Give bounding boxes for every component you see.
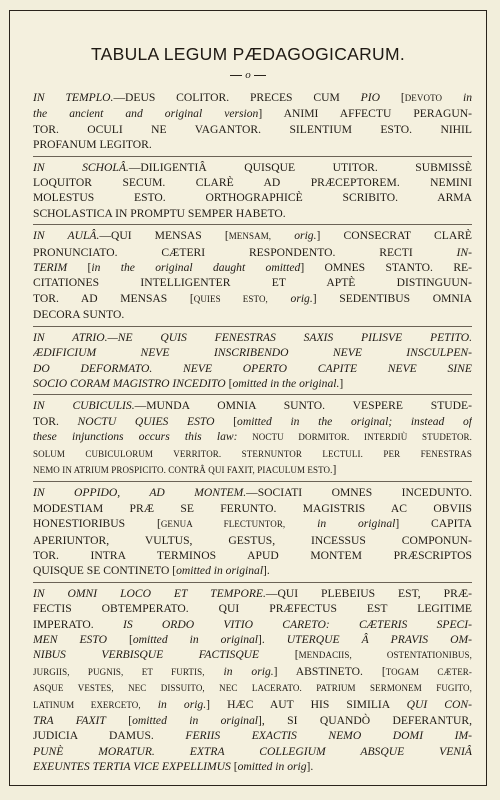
italic-text: orig. <box>267 291 313 305</box>
italic-text: IN AULÂ. <box>33 229 100 243</box>
ornament-mark: o <box>245 69 251 81</box>
text-line <box>33 617 472 632</box>
italic-text: in orig. <box>140 697 207 711</box>
rule-section <box>33 87 472 157</box>
italic-text: IN OMNI LOCO ET TEMPORE. <box>33 586 266 600</box>
text-line <box>33 485 472 500</box>
text-run: ], SI QUANDÒ DEFERANTUR, <box>258 714 472 728</box>
ornament-rule-right <box>254 75 266 76</box>
italic-text: UTERQUE Â PRAVIS OM- <box>286 633 472 646</box>
text-run: [ <box>230 760 238 774</box>
italic-text: TRA FAXIT <box>33 714 106 728</box>
italic-text: QUI CON- <box>406 697 472 711</box>
text-line <box>33 680 472 696</box>
italic-text: MEN ESTO <box>33 633 107 646</box>
italic-text: these injunctions occurs this law: <box>33 430 238 444</box>
italic-text: ÆDIFICIUM NEVE INSCRIBENDO NEVE INSCULPEN- <box>33 346 472 360</box>
text-run: CITATIONES INTELLIGENTER ET APTÈ DISTINGUUN- <box>33 276 472 290</box>
rule-section <box>33 327 472 396</box>
italic-text: omitted in the original. <box>232 376 340 390</box>
text-line <box>33 533 472 548</box>
italic-text: PUNÈ MORATUR. EXTRA COLLEGIUM ABSQUE VENIÂ <box>33 744 472 758</box>
text-line <box>33 713 472 728</box>
text-run: —DILIGENTIÂ QUISQUE UTITOR. SUBMISSÈ <box>128 160 472 174</box>
italic-text: PIO <box>360 91 380 104</box>
text-run: —MUNDA OMNIA SUNTO. VESPERE STUDE- <box>134 399 472 413</box>
italic-text: omitted in orig <box>237 760 307 774</box>
text-run: TOR. INTRA TERMINOS APUD MONTEM PRÆSCRIPTOS <box>33 548 472 562</box>
text-line <box>33 462 472 478</box>
text-run: FECTIS OBTEMPERATO. QUI PRÆFECTUS EST LEGITIME <box>33 602 472 616</box>
text-line <box>33 759 472 774</box>
text-run: ] <box>332 462 337 476</box>
page-title: TABULA LEGUM PÆDAGOGICARUM. <box>90 44 406 64</box>
ornament-rule-left <box>230 75 242 76</box>
text-line <box>33 291 472 307</box>
text-line <box>33 307 472 322</box>
italic-text: IN ATRIO.—NE QUIS FENESTRAS SAXIS PILISVE PETITO. <box>33 330 472 344</box>
italic-text: in the original daught omitted <box>91 261 301 275</box>
text-line <box>33 275 472 290</box>
italic-text: NIBUS VERBISQUE FACTISQUE <box>33 648 260 662</box>
small-caps-text: MENSAM, <box>228 231 272 242</box>
text-line <box>33 446 472 462</box>
text-line <box>33 664 472 680</box>
rule-section <box>33 225 472 326</box>
italic-text: in original <box>285 517 396 531</box>
italic-text: orig. <box>271 229 317 243</box>
rule-section <box>33 583 472 778</box>
small-caps-text: ASQUE VESTES, NEC DISSUITO, NEC LACERATO. PATRIUM SERMONEM FUGITO, <box>33 683 472 694</box>
small-caps-text: MENDACIIS, OSTENTATIONIBUS, <box>298 650 472 661</box>
italic-text: IN CUBICULIS. <box>33 399 135 413</box>
small-caps-text: SOLUM CUBICULORUM VERRITOR. STERNUNTOR LECTULI. PER FENESTRAS <box>33 448 472 459</box>
text-run: ] CONSECRAT CLARÈ <box>316 229 472 243</box>
text-line <box>33 361 472 376</box>
rule-section <box>33 395 472 482</box>
text-run: [ <box>106 633 133 646</box>
text-run: ] ANIMI AFFECTU PERAGUN- <box>258 107 472 121</box>
text-line <box>33 260 472 275</box>
text-line <box>33 137 472 152</box>
text-line <box>33 122 472 137</box>
text-run: —QUI PLEBEIUS EST, PRÆ- <box>265 586 472 600</box>
text-run: TOR. OCULI NE VAGANTOR. SILENTIUM ESTO. NIHIL <box>33 122 472 136</box>
text-line <box>33 501 472 516</box>
italic-text: NOCTU QUIES ESTO <box>77 414 215 428</box>
text-run: PROFANUM LEGITOR. <box>33 138 152 152</box>
text-run: IMPERATO. <box>33 617 123 631</box>
text-line <box>33 345 472 360</box>
text-line <box>33 228 472 244</box>
text-line <box>33 376 472 391</box>
italic-text: SOCIO CORAM MAGISTRO INCEDITO <box>33 376 226 390</box>
text-run: LOQUITOR SECUM. CLARÈ AD PRÆCEPTOREM. NEMINI <box>33 176 472 190</box>
text-line <box>33 728 472 743</box>
text-run: [ <box>105 714 133 728</box>
text-line <box>33 245 472 260</box>
text-line <box>33 744 472 759</box>
italic-text: EXEUNTES TERTIA VICE EXPELLIMUS <box>33 760 231 774</box>
text-run: TOR. <box>33 414 78 428</box>
text-run: [ <box>225 376 233 390</box>
italic-text: IS ORDO VITIO CARETO: CÆTERIS SPECI- <box>122 617 472 631</box>
text-run: HONESTIORIBUS [ <box>33 517 161 531</box>
text-run: ] SEDENTIBUS OMNIA <box>312 291 472 305</box>
italic-text: IN- <box>456 245 472 259</box>
text-line <box>33 601 472 616</box>
text-run: ] <box>339 376 344 390</box>
italic-text: in orig. <box>204 664 274 678</box>
text-run: ]. <box>306 760 314 774</box>
small-caps-text: NEMO IN ATRIUM PROSPICITO. CONTRÂ QUI FAXIT, PIACULUM ESTO. <box>33 464 333 475</box>
italic-text: FERIIS EXACTIS NEMO DOMI IM- <box>185 729 472 743</box>
text-line <box>33 175 472 190</box>
text-run: ] ABSTINETO. [ <box>273 664 386 678</box>
title-ornament <box>10 68 486 82</box>
text-run: ]. <box>258 633 287 646</box>
text-line <box>33 414 472 429</box>
text-run: TOR. AD MENSAS [ <box>33 291 194 305</box>
text-run: —QUI MENSAS [ <box>99 229 229 243</box>
text-run: [ <box>259 648 299 662</box>
italic-text: TERIM <box>33 261 68 275</box>
small-caps-text: JURGIIS, PUGNIS, ET FURTIS, <box>33 666 205 677</box>
text-line <box>33 160 472 175</box>
text-line <box>33 90 472 106</box>
text-run: MODESTIAM PRÆ SE FERUNTO. MAGISTRIS AC OBVIIS <box>33 501 472 515</box>
text-run: MOLESTUS ESTO. ORTHOGRAPHICÈ SCRIBITO. ARMA <box>33 191 472 205</box>
text-run: [ <box>67 261 92 275</box>
text-run: [ <box>379 91 405 104</box>
italic-text: IN OPPIDO, AD MONTEM. <box>33 486 247 500</box>
rule-section <box>33 482 472 582</box>
rules-list <box>10 87 486 778</box>
italic-text: in <box>442 91 472 104</box>
text-line <box>33 330 472 345</box>
text-line <box>33 647 472 663</box>
text-run: DECORA SUNTO. <box>33 308 125 322</box>
text-line <box>33 398 472 413</box>
text-run: PRONUNCIATO. CÆTERI RESPONDENTO. RECTI <box>33 245 457 259</box>
text-run: [ <box>214 414 238 428</box>
page-frame <box>9 10 487 786</box>
italic-text: IN TEMPLO. <box>33 91 114 104</box>
text-line <box>33 563 472 578</box>
text-run: ] HÆC AUT HIS SIMILIA <box>206 697 407 711</box>
text-run: ]. <box>263 564 270 578</box>
italic-text: IN SCHOLÂ. <box>33 160 129 174</box>
italic-text: omitted in original <box>132 714 259 728</box>
text-line <box>33 429 472 445</box>
small-caps-text: QUIES ESTO, <box>193 293 268 304</box>
italic-text: omitted in original <box>132 633 259 646</box>
text-run: APERIUNTOR, VULTUS, GESTUS, INCESSUS COMPONUN- <box>33 533 472 547</box>
text-line <box>33 190 472 205</box>
text-run: JUDICIA DAMUS. <box>33 729 186 743</box>
text-line <box>33 516 472 532</box>
text-run: ] OMNES STANTO. RE- <box>300 261 472 275</box>
small-caps-text: GENUA FLECTUNTOR, <box>160 519 286 530</box>
text-line <box>33 632 472 647</box>
text-line <box>33 548 472 563</box>
text-line <box>33 586 472 601</box>
text-run: ] CAPITA <box>395 517 472 531</box>
text-line <box>33 206 472 221</box>
text-run: SCHOLASTICA IN PROMPTU SEMPER HABETO. <box>33 206 286 220</box>
rule-section <box>33 157 472 226</box>
italic-text: the ancient and original version <box>33 107 259 121</box>
small-caps-text: NOCTU DORMITOR. INTERDIÙ STUDETOR. <box>237 432 472 443</box>
italic-text: DO DEFORMATO. NEVE OPERTO CAPITE NEVE SINE <box>33 361 472 375</box>
text-line <box>33 106 472 121</box>
small-caps-text: LATINUM EXERCETO, <box>33 699 141 710</box>
small-caps-text: TOGAM CÆTER- <box>385 666 472 677</box>
text-run: —SOCIATI OMNES INCEDUNTO. <box>246 486 472 500</box>
italic-text: omitted in the original; instead of <box>237 414 472 428</box>
small-caps-text: DEVOTO <box>404 93 443 103</box>
italic-text: omitted in original <box>176 564 264 578</box>
text-run: QUISQUE SE CONTINETO [ <box>33 564 177 578</box>
text-line <box>33 697 472 713</box>
text-run: —DEUS COLITOR. PRECES CUM <box>113 91 361 104</box>
